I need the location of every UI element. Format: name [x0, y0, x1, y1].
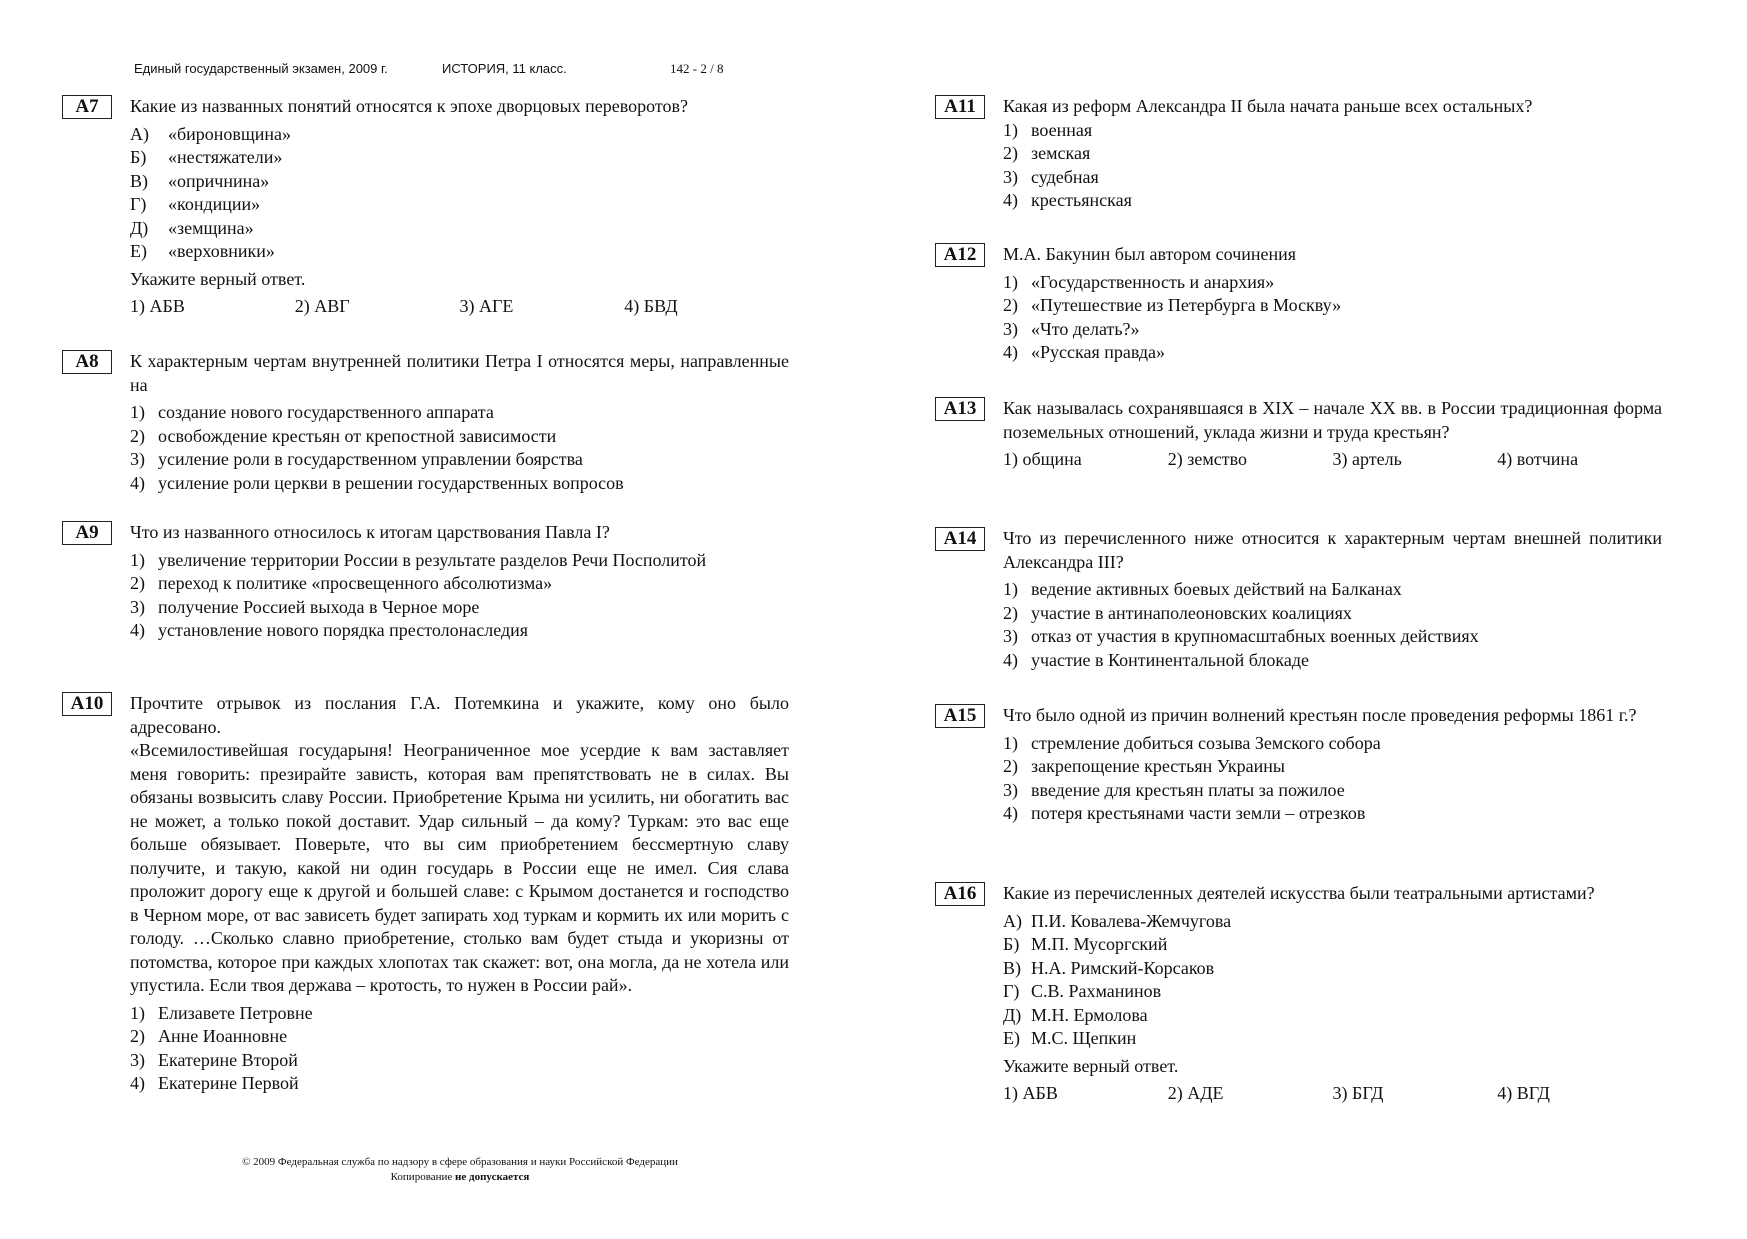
option-list — [1003, 732, 1662, 826]
list-item: 3) получение Россией выхода в Черное море — [130, 596, 480, 617]
list-item: 2) переход к политике «просвещенного абсолютизма» — [130, 573, 553, 593]
list-item: 1) «Государственность и анархия» — [1003, 271, 1275, 292]
list-item: 3) усиление роли в государственном управлении боярства — [130, 449, 583, 469]
answer-option: 3) БГД — [1332, 1083, 1384, 1103]
option-list — [130, 549, 740, 643]
source-excerpt: «Всемилостивейшая государыня! Неограниченное мое усердие к вам заставляет меня говорить: презирайте зависть, которая вам препятствовать не в силах. Вы обязаны возвысить славу России. Приобретение Крыма ни усилить, ни обогатить вас не может, а только покой доставит. Удар сильный – да кому? Туркам: это вас еще больше обязывает. Поверьте, что вы сим приобретением бессмертную славу получите, и такую, какой ни один государь в России еще не имел. Сия слава проложит дорогу еще к другой и большей славе: с Крымом достанется и господство в Черном море, от вас зависеть будет запирать ход туркам и кормить их или морить с голоду. …Сколько славно приобретение, столько вам будет стыда и укоризны от потомства, которое при каждых хлопотах так скажет: вот, она могла, да не хотела или упустила. Если твоя держава – кротость, то нужен в России рай». — [130, 740, 789, 995]
list-item: 2) освобождение крестьян от крепостной зависимости — [130, 425, 557, 446]
copyright-line: © 2009 Федеральная служба по надзору в сфере образования и науки Российской Федерации — [242, 1156, 678, 1168]
task-number: A7 — [62, 95, 112, 119]
list-item: 3) судебная — [1003, 166, 1099, 187]
question-text: Прочтите отрывок из послания Г.А. Потемкина и укажите, кому оно было адресовано. — [130, 693, 789, 737]
list-item: 1) создание нового государственного аппарата — [130, 402, 494, 422]
option-list — [1003, 271, 1662, 365]
page-footer — [150, 1155, 770, 1185]
answer-option: 1) община — [1003, 449, 1082, 469]
question-text: Какая из реформ Александра II была начата раньше всех остальных? — [1003, 96, 1533, 116]
task-number: A8 — [62, 350, 112, 374]
answer-option: 1) АБВ — [1003, 1083, 1058, 1103]
list-item: А) «бироновщина» — [130, 123, 292, 144]
list-item: 1) ведение активных боевых действий на Балканах — [1003, 579, 1402, 599]
option-list — [1003, 578, 1662, 672]
list-item: Б) «нестяжатели» — [130, 147, 283, 167]
task-number: A9 — [62, 521, 112, 545]
list-item: Г) «кондиции» — [130, 194, 261, 214]
list-item: Б) М.П. Мусоргский — [1003, 934, 1168, 954]
list-item: 1) стремление добиться созыва Земского собора — [1003, 732, 1381, 753]
list-item: Е) «верховники» — [130, 241, 275, 261]
list-item: 4) крестьянская — [1003, 190, 1132, 210]
list-item: А) П.И. Ковалева-Жемчугова — [1003, 910, 1232, 931]
task-number: A13 — [935, 397, 985, 421]
question-text: Какие из перечисленных деятелей искусства были театральными артистами? — [1003, 883, 1595, 903]
task-number: A16 — [935, 882, 985, 906]
answer-options — [1003, 1082, 1662, 1106]
task-number: A14 — [935, 527, 985, 551]
question-text: Что было одной из причин волнений крестьян после проведения реформы 1861 г.? — [1003, 705, 1637, 725]
list-item: 2) закрепощение крестьян Украины — [1003, 756, 1285, 776]
answer-options — [1003, 448, 1662, 472]
list-item: 4) установление нового порядка престолонаследия — [130, 620, 529, 640]
list-item: 3) «Что делать?» — [1003, 318, 1140, 339]
question-text: К характерным чертам внутренней политики Петра I относятся меры, направленные на — [130, 351, 789, 395]
question-text: Какие из названных понятий относятся к эпохе дворцовых переворотов? — [130, 96, 689, 116]
task-number: A10 — [62, 692, 112, 716]
answer-options — [130, 295, 789, 319]
list-item: 4) потеря крестьянами части земли – отрезков — [1003, 803, 1366, 823]
question-text: Что из перечисленного ниже относится к характерным чертам внешней политики Александра III? — [1003, 528, 1662, 572]
list-item: 4) Екатерине Первой — [130, 1073, 299, 1093]
list-item: Д) «земщина» — [130, 217, 254, 238]
person-list — [1003, 910, 1662, 1051]
option-list — [1003, 119, 1662, 213]
option-list — [130, 401, 789, 495]
list-item: 3) Екатерине Второй — [130, 1049, 298, 1070]
list-item: Д) М.Н. Ермолова — [1003, 1004, 1148, 1025]
list-item: В) «опричнина» — [130, 170, 270, 191]
task-number: A11 — [935, 95, 985, 119]
list-item: 4) усиление роли церкви в решении государственных вопросов — [130, 472, 624, 493]
task-number: A15 — [935, 704, 985, 728]
list-item: 3) отказ от участия в крупномасштабных военных действиях — [1003, 626, 1479, 646]
page-number: 142 - 2 / 8 — [670, 61, 724, 76]
question-text: Как называлась сохранявшаяся в XIX – начале XX вв. в России традиционная форма поземельных отношений, уклада жизни и труда крестьян? — [1003, 398, 1662, 442]
answer-option: 3) АГЕ — [459, 296, 514, 316]
answer-option: 3) артель — [1332, 449, 1402, 469]
answer-option: 4) ВГД — [1497, 1083, 1550, 1103]
answer-option: 2) АДЕ — [1167, 1083, 1224, 1103]
answer-option: 2) земство — [1167, 449, 1247, 469]
list-item: 3) введение для крестьян платы за пожилое — [1003, 779, 1345, 800]
list-item: 4) «Русская правда» — [1003, 342, 1166, 362]
task-number: A12 — [935, 243, 985, 267]
answer-option: 4) вотчина — [1497, 449, 1579, 469]
list-item: 1) Елизавете Петровне — [130, 1002, 313, 1023]
answer-option: 1) АБВ — [130, 296, 185, 316]
list-item: Г) С.В. Рахманинов — [1003, 981, 1162, 1001]
list-item: 2) Анне Иоанновне — [130, 1026, 288, 1046]
answer-option: 2) АВГ — [294, 296, 350, 316]
list-item: 2) земская — [1003, 143, 1091, 163]
exam-title: Единый государственный экзамен, 2009 г. — [134, 61, 388, 76]
answer-option: 4) БВД — [624, 296, 678, 316]
list-item: 4) участие в Континентальной блокаде — [1003, 649, 1310, 670]
list-item: 2) участие в антинаполеоновских коалициях — [1003, 602, 1352, 623]
list-item: 1) военная — [1003, 119, 1093, 140]
concept-list — [130, 123, 789, 264]
answer-prompt: Укажите верный ответ. — [130, 268, 306, 289]
list-item: В) Н.А. Римский-Корсаков — [1003, 957, 1215, 978]
list-item: 1) увеличение территории России в результате разделов Речи Посполитой — [130, 549, 707, 570]
question-text: М.А. Бакунин был автором сочинения — [1003, 244, 1297, 264]
list-item: 2) «Путешествие из Петербурга в Москву» — [1003, 295, 1342, 315]
question-text: Что из названного относилось к итогам царствования Павла I? — [130, 522, 610, 542]
subject-title: ИСТОРИЯ, 11 класс. — [442, 61, 567, 76]
answer-prompt: Укажите верный ответ. — [1003, 1055, 1179, 1076]
list-item: Е) М.С. Щепкин — [1003, 1028, 1137, 1048]
option-list — [130, 1002, 789, 1096]
copy-notice: Копирование не допускается — [390, 1171, 530, 1183]
